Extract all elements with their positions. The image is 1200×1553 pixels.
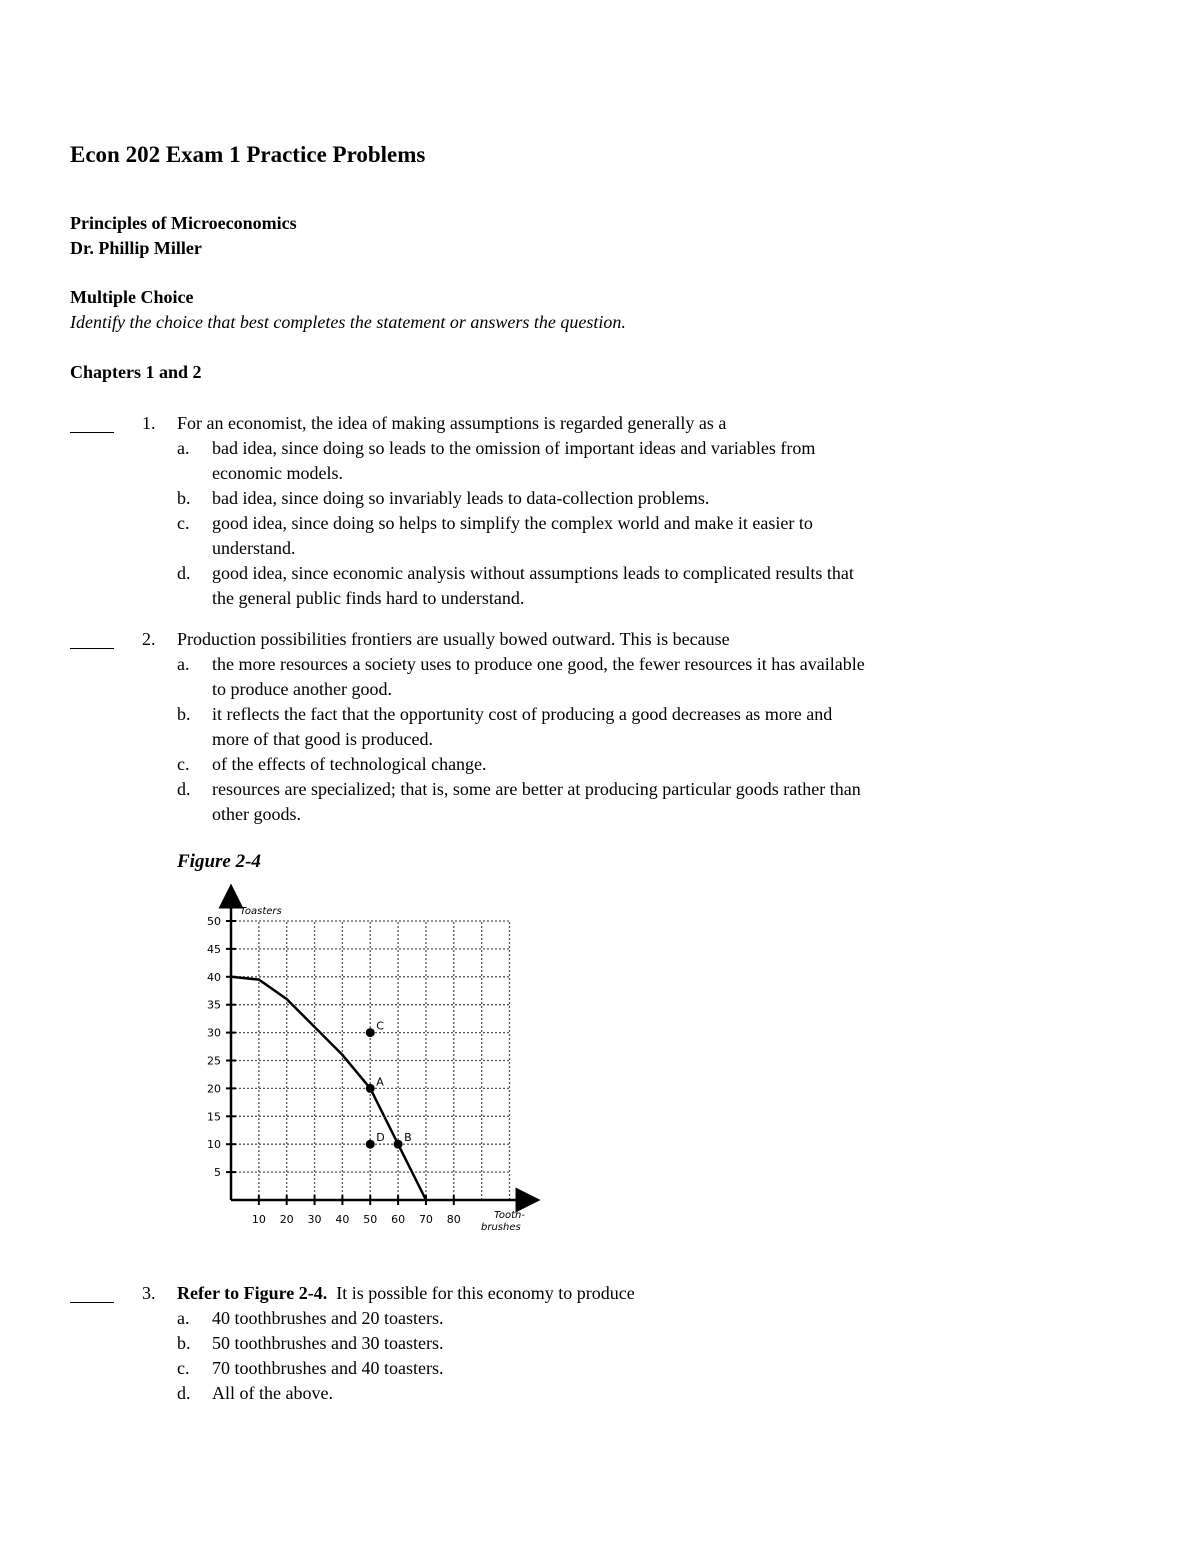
option-letter: a. [177, 438, 190, 458]
option-text-line2: understand. [212, 538, 296, 558]
option-letter: b. [177, 1333, 191, 1353]
option-letter: b. [177, 488, 191, 508]
option-letter: c. [177, 513, 190, 533]
option-text-line2: economic models. [212, 463, 343, 483]
x-tick-label: 20 [279, 1213, 294, 1226]
option-letter: b. [177, 704, 191, 724]
question-number: 1. [142, 413, 156, 433]
answer-blank-3[interactable] [70, 1281, 114, 1303]
option-letter: d. [177, 779, 191, 799]
y-tick-label: 50 [207, 915, 221, 928]
option-text-line2: more of that good is produced. [212, 729, 433, 749]
option-text-line1: of the effects of technological change. [212, 754, 487, 774]
y-tick-label: 10 [207, 1138, 221, 1152]
y-tick-label: 20 [207, 1082, 221, 1096]
option-letter: a. [177, 654, 190, 674]
chapters-heading: Chapters 1 and 2 [70, 362, 202, 382]
option-text-line1: bad idea, since doing so invariably leads to data-collection problems. [212, 488, 710, 508]
option-text-line1: good idea, since doing so helps to simplify the complex world and make it easier to [212, 513, 813, 533]
x-tick-label: 80 [446, 1213, 461, 1226]
question-stem: For an economist, the idea of making assumptions is regarded generally as a [177, 413, 727, 433]
option-text-line2: to produce another good. [212, 679, 392, 699]
y-tick-label: 40 [207, 970, 221, 984]
question-number: 2. [142, 629, 156, 649]
y-tick-label: 25 [207, 1054, 221, 1068]
question-3 [0, 1281, 1200, 1411]
x-axis-label-line1: Tooth- [494, 1210, 525, 1221]
option-text-line1: bad idea, since doing so leads to the omission of important ideas and variables from [212, 438, 816, 458]
page-title: Econ 202 Exam 1 Practice Problems [70, 142, 426, 167]
instructor-name: Dr. Phillip Miller [70, 238, 202, 258]
y-tick-label: 15 [207, 1110, 221, 1124]
point-c [366, 1028, 375, 1037]
option-text-line1: 40 toothbrushes and 20 toasters. [212, 1308, 444, 1328]
option-letter: a. [177, 1308, 190, 1328]
chart-grid [231, 921, 510, 1200]
option-text-line2: other goods. [212, 804, 301, 824]
option-text-line1: the more resources a society uses to produce one good, the fewer resources it has available [212, 654, 865, 674]
x-tick-label: 30 [307, 1213, 322, 1226]
option-letter: d. [177, 563, 191, 583]
point-label-b: B [404, 1131, 412, 1145]
instructions-text: Identify the choice that best completes the statement or answers the question. [70, 312, 626, 332]
option-text-line1: good idea, since economic analysis without assumptions leads to complicated results that [212, 563, 854, 583]
x-axis-label-line2: brushes [481, 1222, 521, 1233]
point-b [394, 1140, 403, 1149]
option-text-line1: it reflects the fact that the opportunity cost of producing a good decreases as more and [212, 704, 833, 724]
x-tick-label: 50 [363, 1213, 378, 1226]
point-label-d: D [376, 1131, 385, 1145]
y-axis-label: Toasters [240, 906, 282, 917]
y-tick-label: 45 [207, 942, 221, 956]
x-tick-label: 40 [335, 1213, 350, 1226]
x-tick-label: 60 [391, 1213, 406, 1226]
question-number: 3. [142, 1283, 156, 1303]
course-name: Principles of Microeconomics [70, 213, 297, 233]
point-a [366, 1084, 375, 1093]
option-text-line1: resources are specialized; that is, some are better at producing particular goods rather than [212, 779, 861, 799]
option-text-line2: the general public finds hard to understand. [212, 588, 525, 608]
point-label-c: C [376, 1019, 384, 1033]
chart-points [366, 1020, 412, 1149]
x-tick-label: 70 [418, 1213, 433, 1226]
point-d [366, 1140, 375, 1149]
option-letter: c. [177, 1358, 190, 1378]
y-tick-label: 35 [207, 998, 221, 1012]
question-stem-text: It is possible for this economy to produce [336, 1283, 635, 1303]
option-text-line1: All of the above. [212, 1383, 333, 1403]
question-stem [177, 1281, 1007, 1306]
x-tick-label: 10 [251, 1213, 266, 1226]
figure-title: Figure 2-4 [177, 851, 261, 872]
y-tick-label: 30 [207, 1026, 221, 1040]
question-stem: Production possibilities frontiers are usually bowed outward. This is because [177, 629, 730, 649]
option-letter: c. [177, 754, 190, 774]
figure-reference: Refer to Figure 2-4. [177, 1283, 328, 1303]
point-label-a: A [376, 1075, 384, 1089]
axis-ticks [207, 915, 461, 1226]
option-text-line1: 50 toothbrushes and 30 toasters. [212, 1333, 444, 1353]
option-text-line1: 70 toothbrushes and 40 toasters. [212, 1358, 444, 1378]
option-letter: d. [177, 1383, 191, 1403]
section-heading: Multiple Choice [70, 287, 194, 307]
y-tick-label: 5 [214, 1166, 221, 1180]
